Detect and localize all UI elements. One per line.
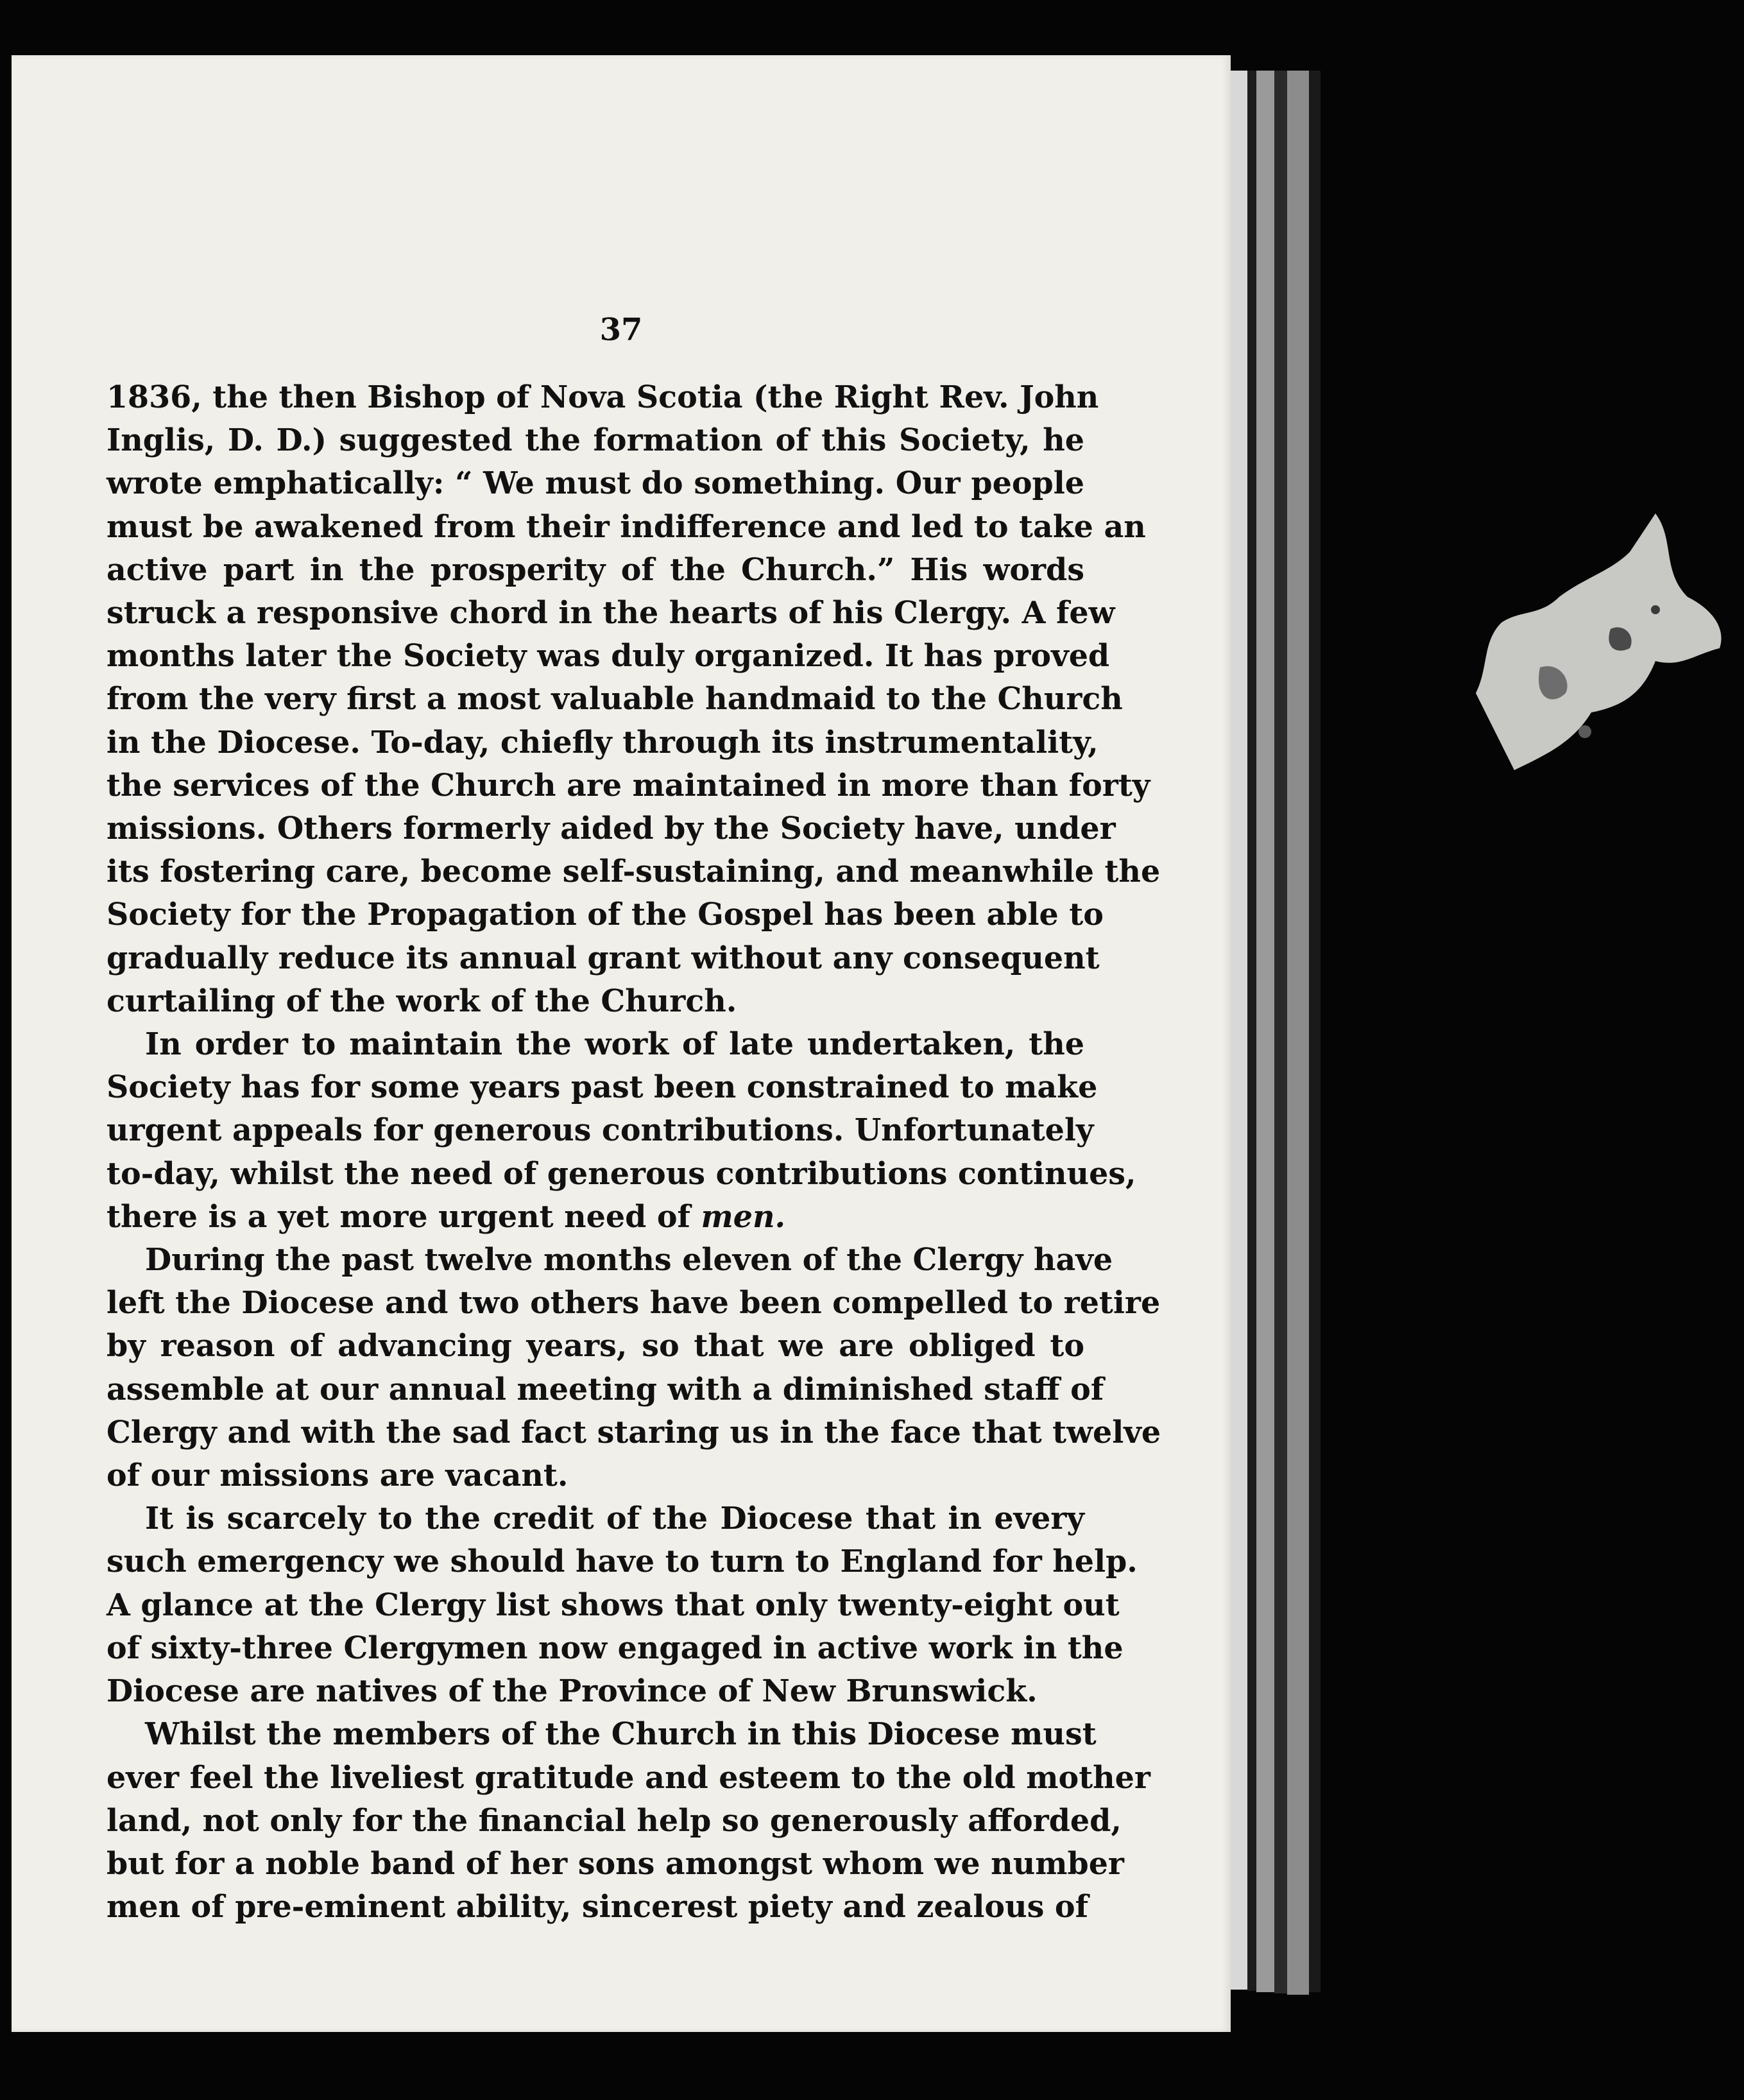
paragraph — [107, 376, 1161, 1023]
text-line: land, not only for the financial help so generously afforded, — [107, 1802, 1122, 1839]
text-line: wrote emphatically: “ We must do something. Our people — [107, 465, 1084, 502]
text-fragment: there is a yet more urgent need of — [107, 1198, 701, 1235]
text-line: Inglis, D. D.) suggested the formation of this Society, he — [107, 422, 1084, 459]
text-line: months later the Society was duly organized. It has proved — [107, 638, 1110, 675]
text-line: Society for the Propagation of the Gospel has been able to — [107, 897, 1104, 933]
text-line: in the Diocese. To-day, chiefly through its instrumentality, — [107, 724, 1099, 761]
text-line: During the past twelve months eleven of the Clergy have — [145, 1242, 1113, 1278]
paragraph — [107, 1023, 1136, 1239]
text-line: Clergy and with the sad fact staring us in the face that twelve — [107, 1414, 1161, 1450]
body-text — [107, 376, 1161, 1929]
paragraph — [107, 1239, 1161, 1497]
book-page — [12, 55, 1231, 2032]
page-number: 37 — [599, 312, 643, 348]
text-line: missions. Others formerly aided by the Society have, under — [107, 811, 1116, 847]
text-line: active part in the prosperity of the Church.” His words — [107, 551, 1084, 588]
text-line: its fostering care, become self-sustaining, and meanwhile the — [107, 854, 1161, 890]
page-edge — [1256, 71, 1274, 1992]
page-edge — [1287, 71, 1309, 1995]
paragraph — [107, 1713, 1150, 1929]
text-line: 1836, the then Bishop of Nova Scotia (the Right Rev. John — [107, 379, 1099, 415]
paragraph — [107, 1497, 1138, 1713]
text-line: In order to maintain the work of late undertaken, the — [145, 1026, 1084, 1063]
text-line: men of pre-eminent ability, sincerest piety and zealous of — [107, 1889, 1089, 1925]
text-line: but for a noble band of her sons amongst whom we number — [107, 1845, 1124, 1882]
text-line: the services of the Church are maintained in more than forty — [107, 767, 1150, 804]
text-line: struck a responsive chord in the hearts of his Clergy. A few — [107, 595, 1115, 632]
text-line: ever feel the liveliest gratitude and esteem to the old mother — [107, 1759, 1150, 1796]
emphasized-word: men. — [701, 1198, 786, 1235]
text-line: Society has for some years past been constrained to make — [107, 1069, 1098, 1106]
text-line: Diocese are natives of the Province of New Brunswick. — [107, 1673, 1038, 1710]
page-edge — [1274, 71, 1287, 1993]
text-line: Whilst the members of the Church in this Diocese must — [145, 1716, 1097, 1753]
page-edge — [1247, 71, 1256, 1991]
page-edge — [1309, 71, 1321, 1992]
page-edge — [1231, 71, 1247, 1990]
text-line: to-day, whilst the need of generous contributions continues, — [107, 1155, 1136, 1192]
text-line: of sixty-three Clergymen now engaged in active work in the — [107, 1630, 1124, 1666]
text-line: curtailing of the work of the Church. — [107, 983, 737, 1019]
text-line: urgent appeals for generous contributions. Unfortunately — [107, 1112, 1094, 1149]
text-line — [107, 1196, 1084, 1239]
text-line: assemble at our annual meeting with a diminished staff of — [107, 1371, 1104, 1407]
text-line: of our missions are vacant. — [107, 1458, 569, 1494]
text-line: It is scarcely to the credit of the Diocese that in every — [145, 1501, 1084, 1537]
text-line: such emergency we should have to turn to England for help. — [107, 1544, 1138, 1580]
text-line: left the Diocese and two others have been compelled to retire — [107, 1285, 1161, 1321]
text-line: must be awakened from their indifference and led to take an — [107, 508, 1146, 545]
text-line: gradually reduce its annual grant without any consequent — [107, 940, 1100, 976]
text-line: A glance at the Clergy list shows that only twenty-eight out — [107, 1587, 1120, 1623]
text-line: from the very first a most valuable handmaid to the Church — [107, 681, 1123, 718]
text-line: by reason of advancing years, so that we are obliged to — [107, 1328, 1084, 1364]
paper-debris — [1463, 501, 1732, 860]
